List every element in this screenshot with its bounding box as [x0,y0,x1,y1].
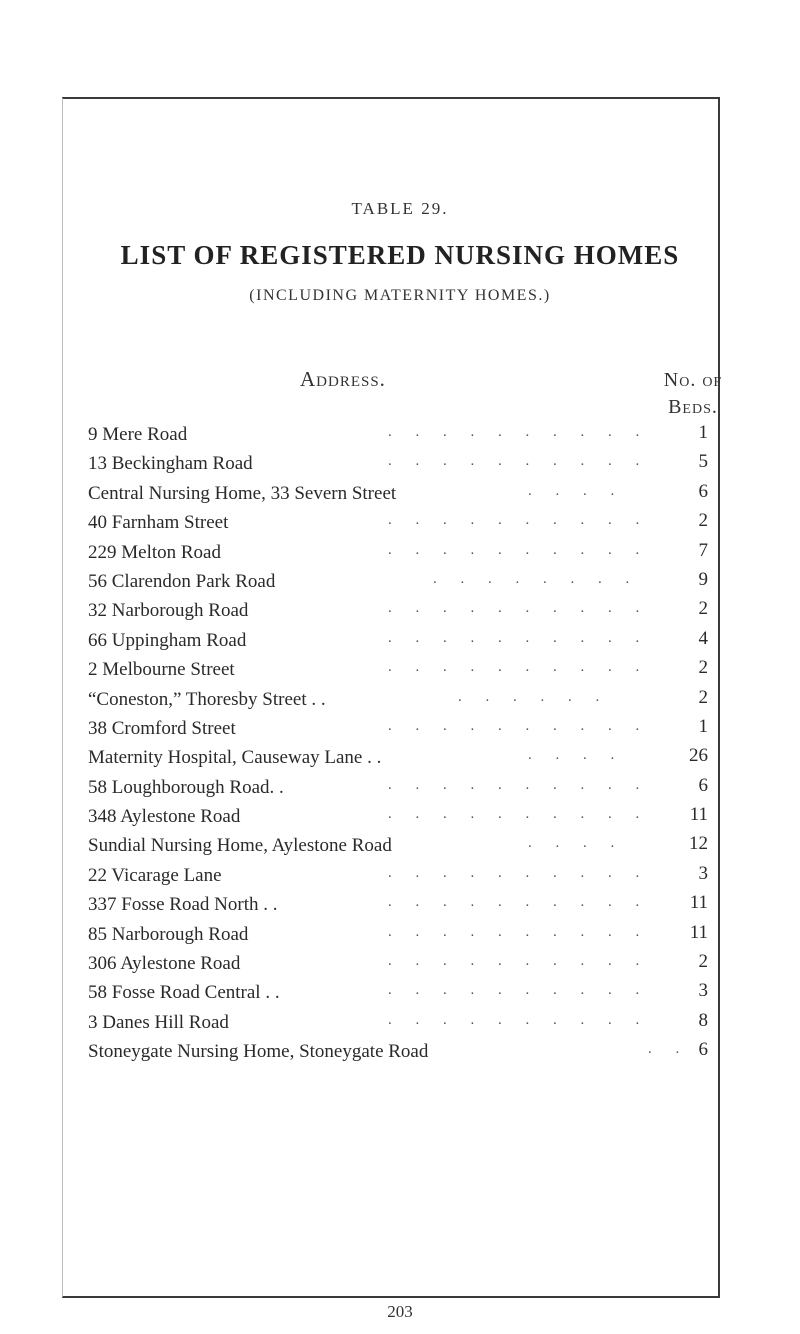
address-cell: 3 Danes Hill Road [88,1011,229,1033]
address-cell: 85 Narborough Road [88,923,249,945]
address-cell: “Coneston,” Thoresby Street . . [88,688,326,710]
address-cell: 9 Mere Road [88,424,188,445]
list-item [88,600,720,629]
leader-dots: . . . . . . [458,688,601,705]
list-item [88,835,720,864]
leader-dots: . . . . [528,835,616,852]
address-cell: Stoneygate Nursing Home, Stoneygate Road [88,1041,429,1063]
address-cell: Sundial Nursing Home, Aylestone Road [88,835,392,857]
address-cell: Maternity Hospital, Causeway Lane . . [88,747,382,769]
list-item [88,953,720,982]
list-item [88,512,720,541]
leader-dots: . . . . . . . . . . [388,864,641,881]
beds-cell: 3 [698,862,708,884]
list-item [88,659,720,688]
list-item [88,715,720,747]
beds-cell: 2 [698,657,708,679]
beds-cell: 8 [698,1009,708,1031]
beds-cell: 11 [689,921,708,943]
leader-dots: . . . . . . . . . . [388,512,641,529]
list-item [88,806,720,835]
list-item [88,686,720,718]
list-item [88,453,720,482]
address-cell: 40 Farnham Street [88,512,229,534]
beds-cell: 5 [698,451,708,473]
address-cell: 66 Uppingham Road [88,629,247,651]
beds-cell: 9 [698,568,708,590]
address-column-header: Address. [300,367,386,391]
leader-dots: . . . . . . . . . . [388,1011,641,1028]
beds-cell: 11 [689,804,708,826]
address-cell: 13 Beckingham Road [88,453,253,475]
address-cell: 56 Clarendon Park Road [88,570,276,592]
address-cell: 32 Narborough Road [88,600,249,622]
leader-dots: . . . . . . . . . . [388,982,641,999]
leader-dots: . . . . . . . . . . [388,894,641,911]
address-cell: 58 Fosse Road Central . . [88,982,280,1004]
beds-cell: 1 [698,422,708,443]
leader-dots: . . . . . . . . . . [388,424,641,440]
leader-dots: . . . . . . . . [433,570,631,587]
leader-dots: . . . . . . . . . . [388,717,641,734]
beds-cell: 2 [698,951,708,973]
address-cell: 229 Melton Road [88,541,221,563]
beds-cell: 11 [689,892,708,914]
list-item [88,1009,720,1041]
beds-cell: 12 [689,833,708,855]
page-title: LIST OF REGISTERED NURSING HOMES [120,240,680,270]
page-subtitle: (INCLUDING MATERNITY HOMES.) [249,287,551,304]
beds-cell: 1 [698,715,708,737]
address-cell: 337 Fosse Road North . . [88,894,278,916]
leader-dots: . . . . . . . . . . [388,453,641,470]
leader-dots: . . . . [528,482,616,499]
address-cell: 22 Vicarage Lane [88,864,222,886]
list-item [88,568,720,600]
list-item [88,627,720,659]
beds-cell: 2 [698,598,708,620]
beds-cell: 3 [698,980,708,1002]
leader-dots: . . . . . . . . . . [388,806,641,823]
beds-cell: 6 [698,1039,708,1061]
address-cell: 38 Cromford Street [88,717,236,739]
leader-dots: . . . . . . . . . . [388,953,641,970]
address-cell: Central Nursing Home, 33 Severn Street [88,482,397,504]
leader-dots: . . . . [528,747,616,764]
beds-cell: 2 [698,510,708,532]
beds-cell: 2 [698,686,708,708]
list-item [88,424,720,453]
address-cell: 348 Aylestone Road [88,806,241,828]
table-number: TABLE 29. [351,199,449,218]
beds-header-line1: No. of [663,369,723,391]
leader-dots: . . . . . . . . . . [388,923,641,940]
address-cell: 306 Aylestone Road [88,953,241,975]
list-item [88,747,720,776]
list-item [88,894,720,923]
list-item [88,1041,720,1070]
list-item [88,862,720,894]
address-cell: 58 Loughborough Road. . [88,776,284,798]
beds-cell: 6 [698,774,708,796]
list-item [88,774,720,806]
leader-dots: . . . . . . . . . . [388,629,641,646]
leader-dots: . . [648,1041,681,1058]
beds-cell: 26 [689,745,708,767]
leader-dots: . . . . . . . . . . [388,776,641,793]
leader-dots: . . . . . . . . . . [388,600,641,617]
list-item [88,982,720,1011]
list-item [88,539,720,571]
beds-cell: 6 [698,480,708,502]
list-item [88,480,720,512]
address-cell: 2 Melbourne Street [88,659,235,681]
nursing-homes-list [88,424,720,1071]
beds-cell: 4 [698,627,708,649]
page-number: 203 [387,1302,413,1321]
beds-column-header [650,367,736,421]
beds-header-line2: Beds. [668,396,718,418]
list-item [88,921,720,953]
leader-dots: . . . . . . . . . . [388,659,641,676]
beds-cell: 7 [698,539,708,561]
leader-dots: . . . . . . . . . . [388,541,641,558]
